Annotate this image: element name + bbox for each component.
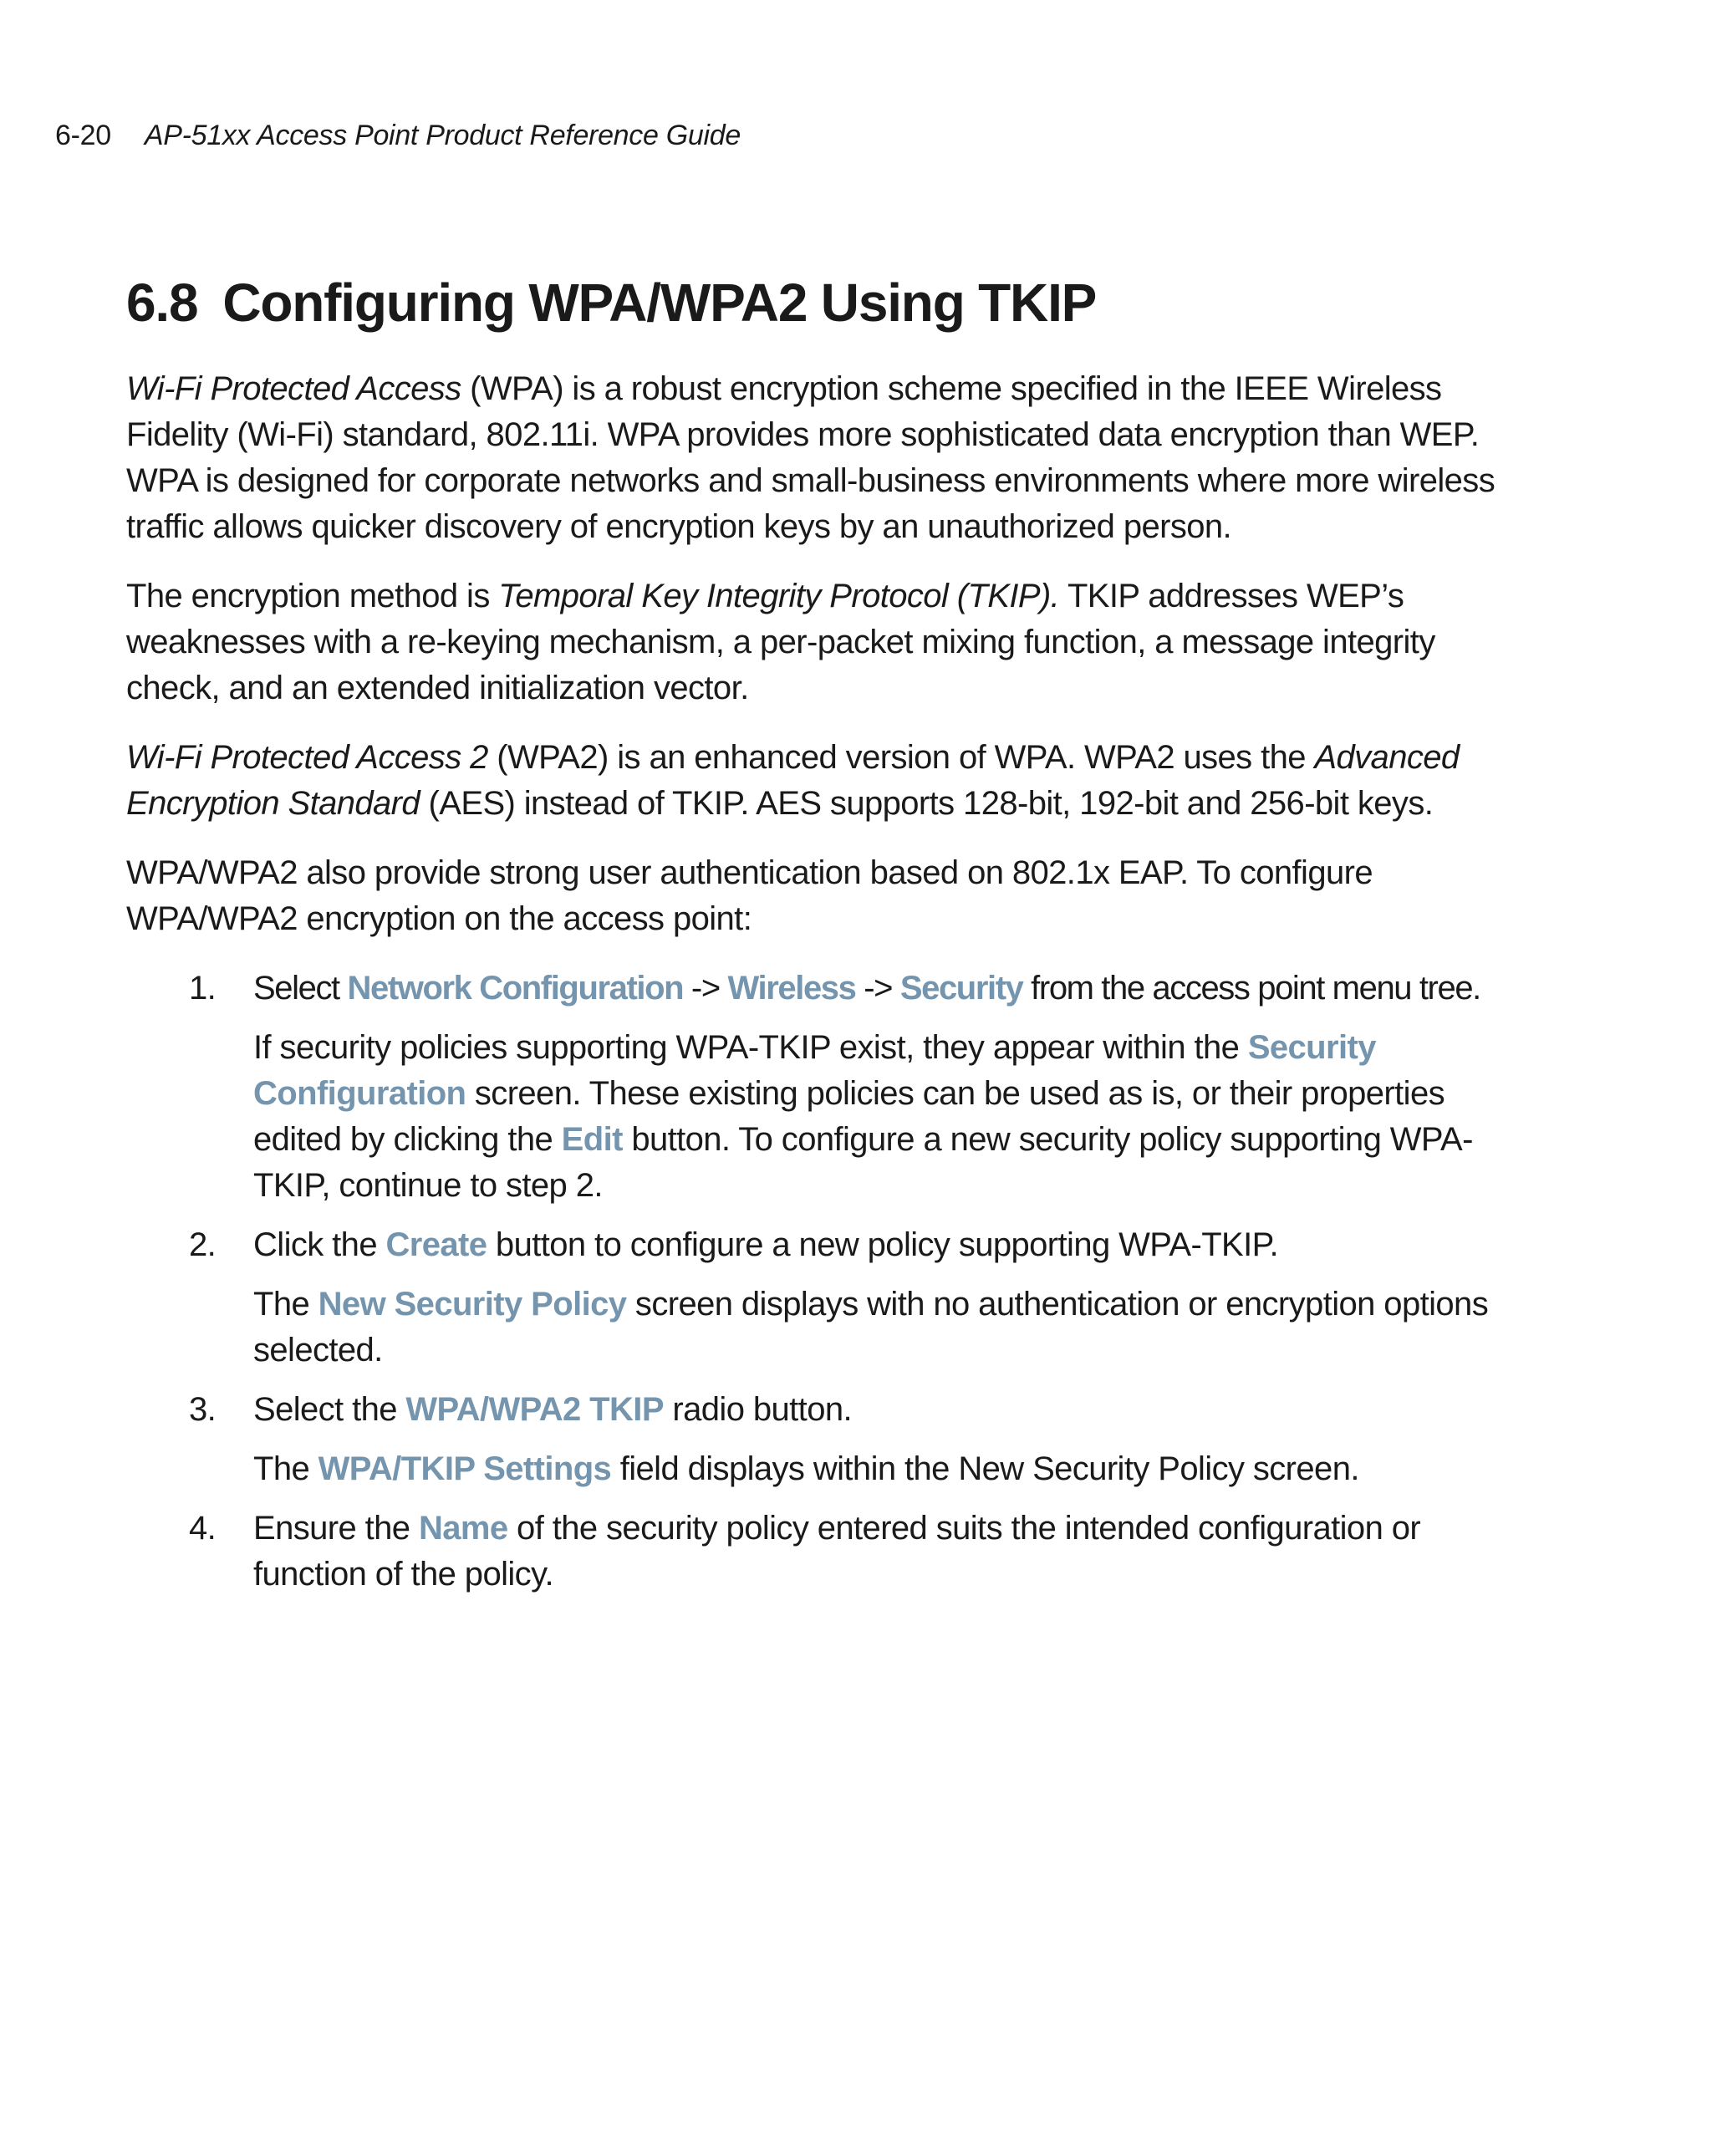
term-tkip: Temporal Key Integrity Protocol (TKIP). <box>498 578 1060 614</box>
ui-term-security-configuration: Security Configuration <box>253 1029 1376 1112</box>
paragraph-wpa2 <box>126 735 1518 827</box>
ui-term-create: Create <box>385 1226 487 1263</box>
ui-term-network-configuration: Network Configuration <box>347 970 684 1007</box>
note-text: The <box>253 1286 318 1323</box>
step-note <box>253 1025 1518 1209</box>
procedure-steps <box>126 966 1518 1598</box>
note-text: screen. These existing policies can be used as is, or their properties edited by clicking the <box>253 1075 1444 1158</box>
paragraph-text: (WPA2) is an enhanced version of WPA. WPA2 uses the <box>487 739 1315 776</box>
step-1 <box>126 966 1518 1209</box>
step-note <box>253 1282 1518 1374</box>
step-text: -> <box>855 970 900 1007</box>
body-content <box>126 366 1518 1611</box>
section-heading <box>126 269 1096 336</box>
step-number: 3. <box>189 1391 217 1428</box>
step-instruction <box>253 966 1518 1012</box>
term-aes: Advanced Encryption Standard <box>126 739 1460 822</box>
paragraph-text: WPA/WPA2 also provide strong user authentication based on 802.1x EAP. To configure WPA/WPA2 encryption on the access point: <box>126 854 1373 937</box>
ui-term-name: Name <box>418 1510 508 1547</box>
running-header <box>55 119 741 152</box>
ui-term-new-security-policy: New Security Policy <box>318 1286 627 1323</box>
note-text: If security policies supporting WPA-TKIP exist, they appear within the <box>253 1029 1248 1066</box>
step-text: -> <box>683 970 728 1007</box>
term-wpa: Wi-Fi Protected Access <box>126 370 461 407</box>
paragraph-text: (AES) instead of TKIP. AES supports 128-bit, 192-bit and 256-bit keys. <box>420 785 1434 822</box>
paragraph-wpa-intro <box>126 366 1518 550</box>
step-text: radio button. <box>663 1391 853 1428</box>
step-instruction <box>253 1506 1518 1598</box>
paragraph-auth <box>126 850 1518 942</box>
ui-term-wpa-wpa2-tkip: WPA/WPA2 TKIP <box>405 1391 664 1428</box>
step-2 <box>126 1222 1518 1374</box>
note-text: screen displays with no authentication or encryption options selected. <box>253 1286 1489 1369</box>
term-wpa2: Wi-Fi Protected Access 2 <box>126 739 488 776</box>
ui-term-wpa-tkip-settings: WPA/TKIP Settings <box>318 1450 612 1487</box>
ui-term-security: Security <box>899 970 1023 1007</box>
step-number: 4. <box>189 1510 217 1547</box>
step-number: 1. <box>189 970 217 1007</box>
ui-term-edit: Edit <box>561 1121 623 1158</box>
note-text: field displays within the New Security Policy screen. <box>611 1450 1359 1487</box>
note-text: button. To configure a new security policy supporting WPA-TKIP, continue to step 2. <box>253 1121 1473 1204</box>
step-instruction <box>253 1387 1518 1433</box>
step-instruction <box>253 1222 1518 1268</box>
step-note <box>253 1446 1518 1492</box>
paragraph-text: (WPA) is a robust encryption scheme specified in the IEEE Wireless Fidelity (Wi-Fi) standard, 802.11i. WPA provides more sophisticated data encryption than WEP. WPA is designed for corporate networks and small-business environments where more wireless traffic allows quicker discovery of encryption keys by an unauthorized person. <box>126 370 1495 545</box>
step-text: Click the <box>253 1226 386 1263</box>
paragraph-tkip <box>126 573 1518 711</box>
paragraph-text: TKIP addresses WEP’s weaknesses with a re-keying mechanism, a per-packet mixing function, a message integrity check, and an extended initialization vector. <box>126 578 1435 706</box>
step-3 <box>126 1387 1518 1492</box>
note-text: The <box>253 1450 318 1487</box>
step-text: from the access point menu tree. <box>1022 970 1480 1007</box>
paragraph-text: The encryption method is <box>126 578 499 614</box>
step-text: of the security policy entered suits the intended configuration or function of the policy. <box>253 1510 1421 1593</box>
step-number: 2. <box>189 1226 217 1263</box>
step-text: Select the <box>253 1391 406 1428</box>
step-text: Select <box>253 970 348 1007</box>
page-number: 6-20 <box>55 120 111 151</box>
guide-title: AP-51xx Access Point Product Reference Guide <box>144 120 741 151</box>
ui-term-wireless: Wireless <box>727 970 856 1007</box>
step-text: Ensure the <box>253 1510 419 1547</box>
section-number: 6.8 <box>126 273 198 333</box>
step-4 <box>126 1506 1518 1598</box>
step-text: button to configure a new policy supporting WPA-TKIP. <box>487 1226 1279 1263</box>
section-title: Configuring WPA/WPA2 Using TKIP <box>222 273 1097 333</box>
